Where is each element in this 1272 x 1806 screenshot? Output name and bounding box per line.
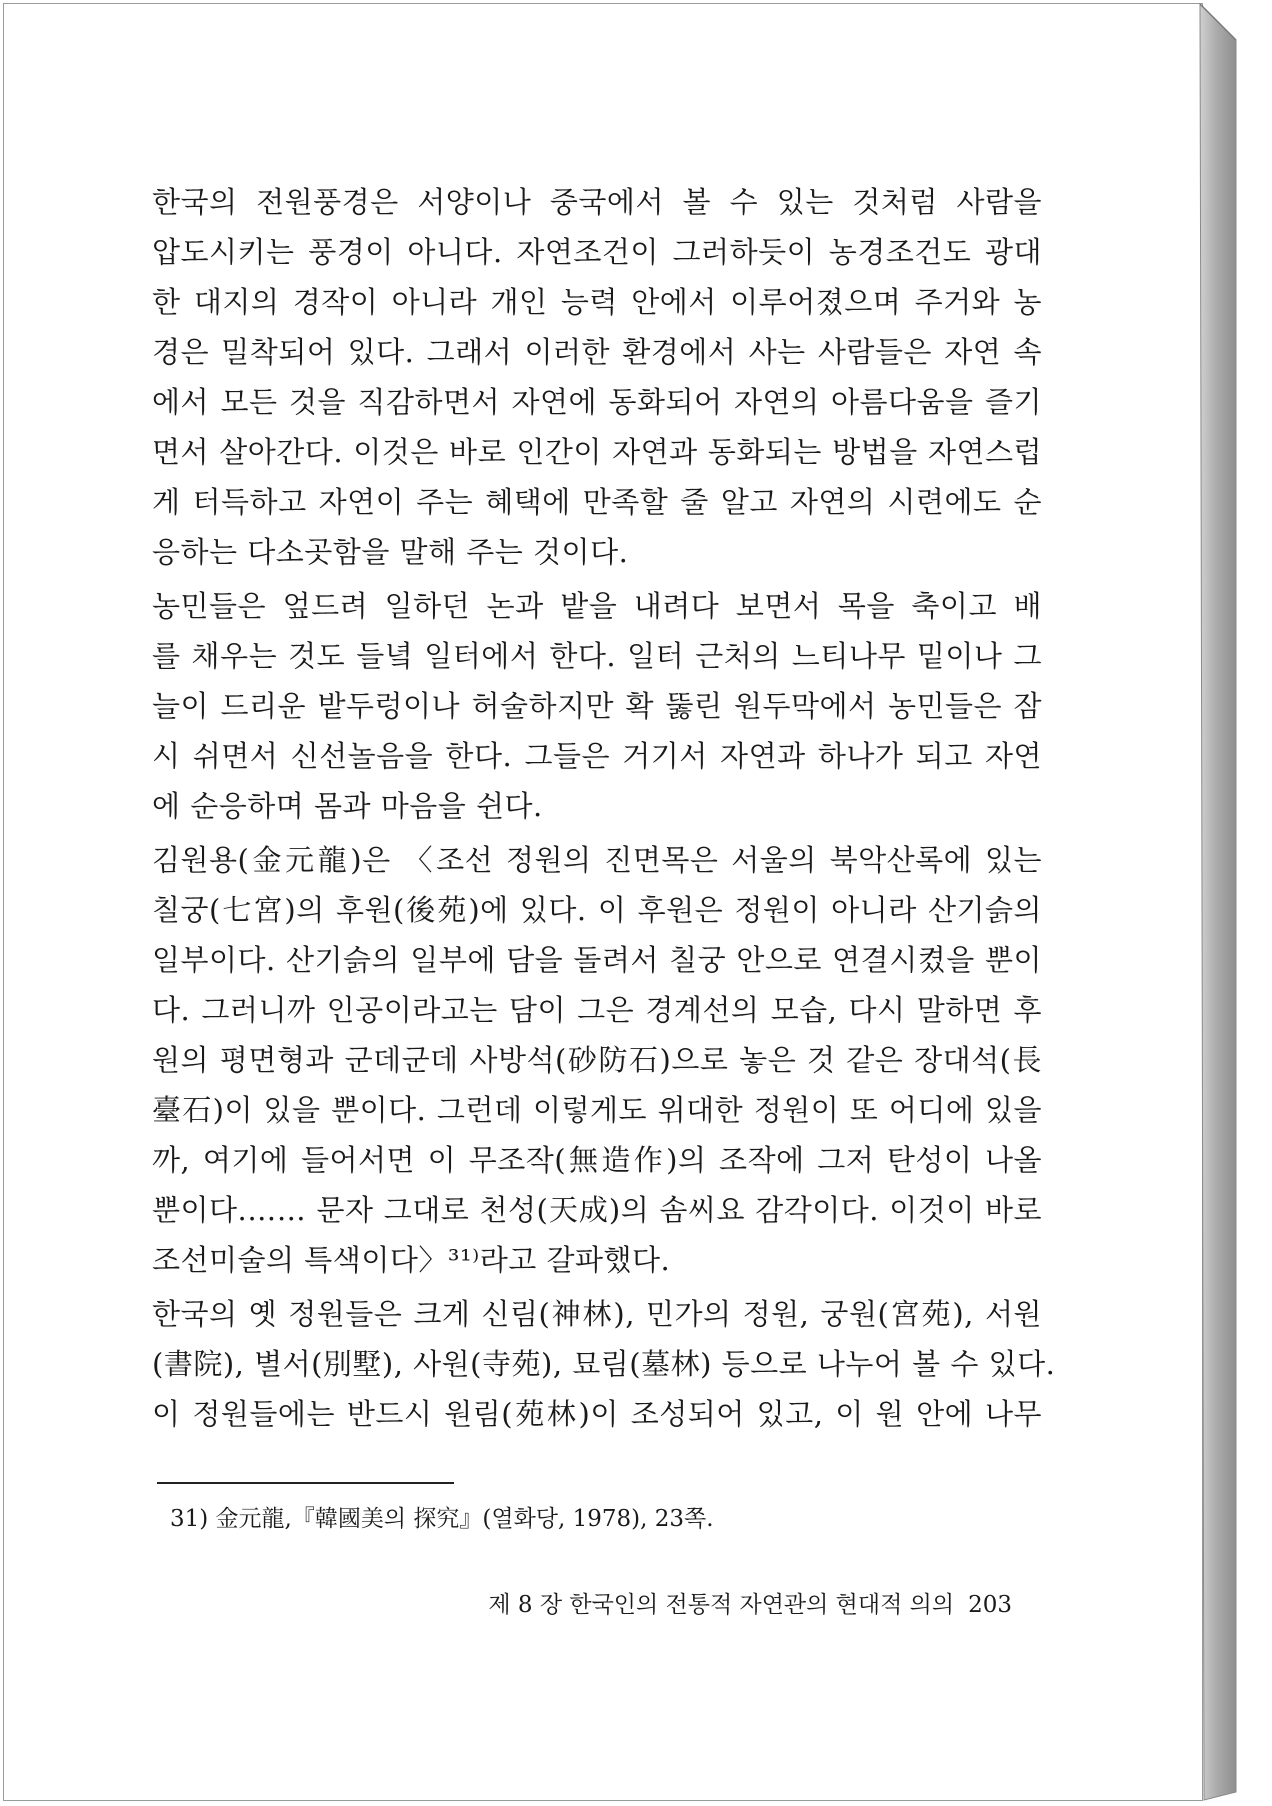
text-line: 시 쉬면서 신선놀음을 한다. 그들은 거기서 자연과 하나가 되고 자연 [152,739,1042,773]
text-line: 한국의 전원풍경은 서양이나 중국에서 볼 수 있는 것처럼 사람을 [152,185,1042,219]
footnote-divider [157,1482,454,1484]
text-line: 농민들은 엎드려 일하던 논과 밭을 내려다 보면서 목을 축이고 배 [152,589,1042,623]
paragraph-2 [152,581,1042,831]
text-line: 뿐이다.…… 문자 그대로 천성(天成)의 솜씨요 감각이다. 이것이 바로 [152,1193,1042,1227]
text-line: 게 터득하고 자연이 주는 혜택에 만족할 줄 알고 자연의 시련에도 순 [152,485,1042,519]
page-curl-edge [1196,0,1272,1806]
text-line: 다. 그러니까 인공이라고는 담이 그은 경계선의 모습, 다시 말하면 후 [152,993,1042,1027]
text-line: 臺石)이 있을 뿐이다. 그런데 이렇게도 위대한 정원이 또 어디에 있을 [152,1093,1042,1127]
paragraph-3 [152,835,1042,1285]
text-line: 에서 모든 것을 직감하면서 자연에 동화되어 자연의 아름다움을 즐기 [152,385,1042,419]
text-line: 원의 평면형과 군데군데 사방석(砂防石)으로 놓은 것 같은 장대석(長 [152,1043,1042,1077]
text-line: (書院), 별서(別墅), 사원(寺苑), 묘림(墓林) 등으로 나누어 볼 수 있다. [152,1347,1056,1381]
text-line: 를 채우는 것도 들녘 일터에서 한다. 일터 근처의 느티나무 밑이나 그 [152,639,1042,673]
text-line: 경은 밀착되어 있다. 그래서 이러한 환경에서 사는 사람들은 자연 속 [152,335,1042,369]
footnote: 31) 金元龍,『韓國美의 探究』(열화당, 1978), 23쪽. [170,1506,714,1532]
text-line: 압도시키는 풍경이 아니다. 자연조건이 그러하듯이 농경조건도 광대 [152,235,1042,269]
text-line: 면서 살아간다. 이것은 바로 인간이 자연과 동화되는 방법을 자연스럽 [152,435,1042,469]
text-line: 이 정원들에는 반드시 원림(苑林)이 조성되어 있고, 이 원 안에 나무 [152,1397,1042,1431]
running-title: 제 8 장 한국인의 전통적 자연관의 현대적 의의 [488,1592,955,1618]
text-line: 김원용(金元龍)은 〈조선 정원의 진면목은 서울의 북악산록에 있는 [152,843,1042,877]
text-line: 늘이 드리운 밭두렁이나 허술하지만 확 뚫린 원두막에서 농민들은 잠 [152,689,1042,723]
text-line: 응하는 다소곳함을 말해 주는 것이다. [152,535,629,569]
paragraph-4 [152,1289,1056,1439]
text-line: 칠궁(七宮)의 후원(後苑)에 있다. 이 후원은 정원이 아니라 산기슭의 [152,893,1042,927]
text-line: 까, 여기에 들어서면 이 무조작(無造作)의 조작에 그저 탄성이 나올 [152,1143,1042,1177]
page-number: 203 [968,1592,1012,1618]
text-line: 일부이다. 산기슭의 일부에 담을 돌려서 칠궁 안으로 연결시켰을 뿐이 [152,943,1042,977]
text-line: 에 순응하며 몸과 마음을 쉰다. [152,789,543,823]
text-line: 한 대지의 경작이 아니라 개인 능력 안에서 이루어졌으며 주거와 농 [152,285,1042,319]
text-line: 한국의 옛 정원들은 크게 신림(神林), 민가의 정원, 궁원(宮苑), 서원 [152,1297,1042,1331]
text-line: 조선미술의 특색이다〉³¹⁾라고 갈파했다. [152,1243,671,1277]
running-footer [480,1586,1012,1619]
paragraph-1 [152,177,1042,577]
body-text [152,177,1056,1439]
